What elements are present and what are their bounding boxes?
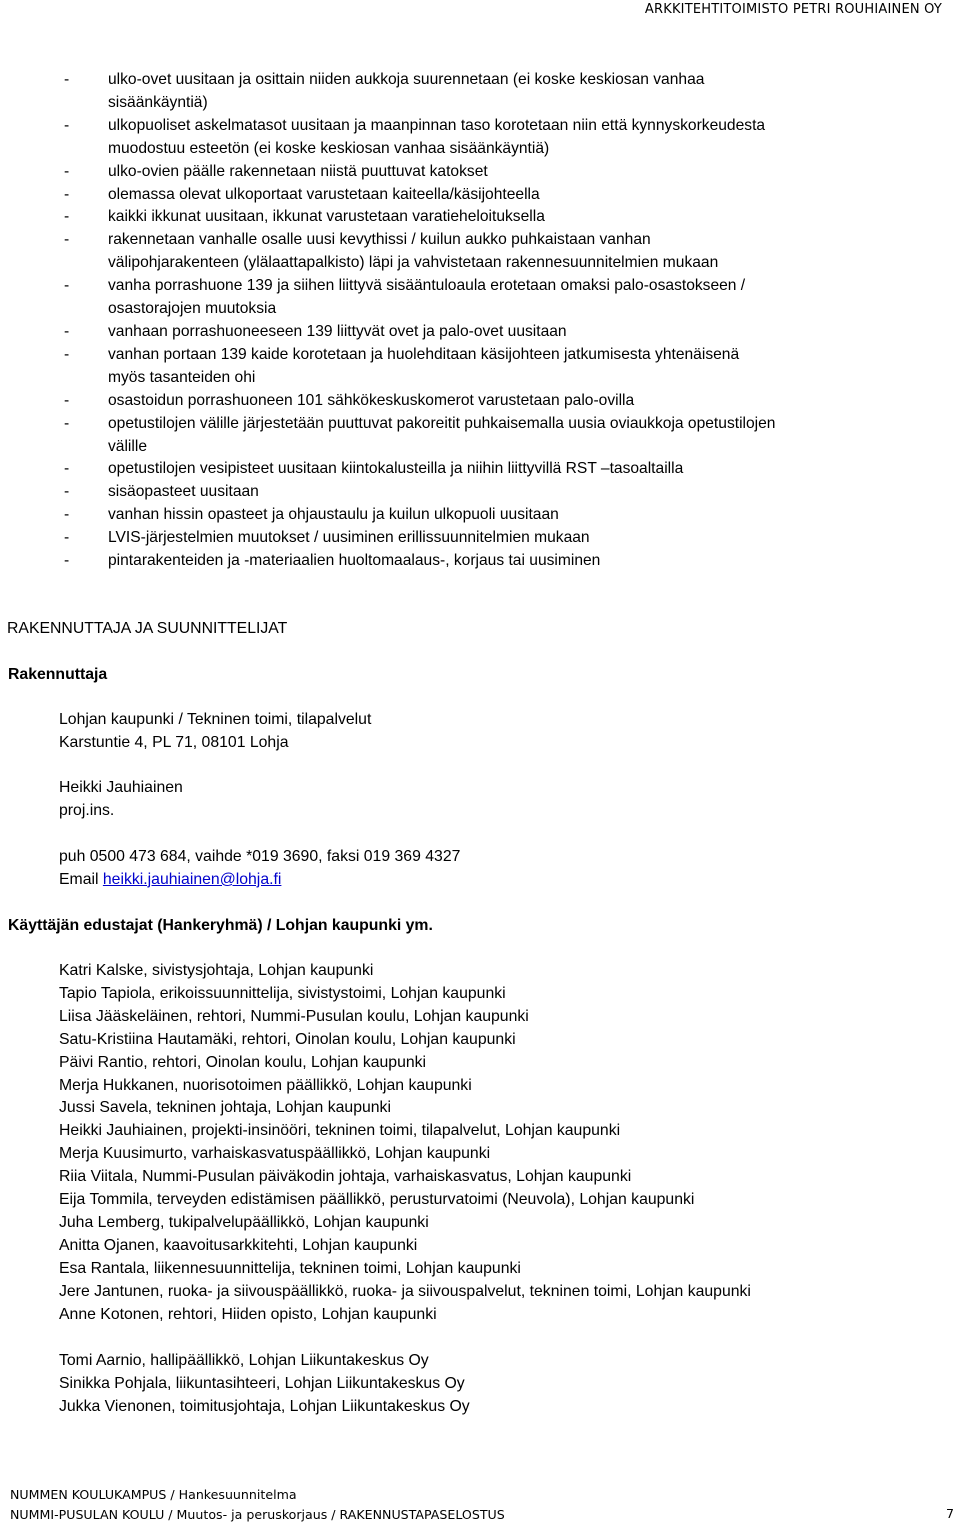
bullet-line: ulko-ovet uusitaan ja osittain niiden aukkoja suurennetaan (ei koske keskiosan vanhaa [108, 71, 705, 88]
member-line: Merja Kuusimurto, varhaiskasvatuspäällikkö, Lohjan kaupunki [59, 1145, 491, 1163]
org-name: Lohjan kaupunki / Tekninen toimi, tilapalvelut [59, 711, 372, 728]
member-line: Anitta Ojanen, kaavoitusarkkitehti, Lohjan kaupunki [59, 1236, 418, 1254]
bullet-line: välille [108, 437, 147, 455]
email-label: Email [59, 870, 99, 888]
contact-title: proj.ins. [59, 801, 115, 819]
member-line: Tapio Tapiola, erikoissuunnittelija, sivistystoimi, Lohjan kaupunki [59, 984, 506, 1002]
users-group-2 [59, 1350, 470, 1419]
bullet-dash: - [64, 322, 70, 340]
bullet-dash: - [64, 529, 70, 547]
bullet-item [64, 275, 960, 321]
bullet-line: LVIS-järjestelmien muutokset / uusiminen erillissuunnitelmien mukaan [108, 529, 590, 547]
rakennuttaja-heading: Rakennuttaja [8, 666, 108, 683]
bullet-line: sisäopasteet uusitaan [108, 483, 259, 501]
bullet-item [64, 413, 960, 459]
bullet-dash: - [64, 231, 70, 249]
member-line: Sinikka Pohjala, liikuntasihteeri, Lohjan Liikuntakeskus Oy [59, 1374, 465, 1392]
bullet-item [64, 344, 960, 390]
bullet-item [64, 229, 960, 275]
contact-details [59, 846, 460, 892]
bullet-line: muodostuu esteetön (ei koske keskiosan vanhaa sisäänkäyntiä) [108, 139, 550, 157]
member-line: Heikki Jauhiainen, projekti-insinööri, tekninen toimi, tilapalvelut, Lohjan kaupunki [59, 1122, 621, 1140]
bullet-line: olemassa olevat ulkoportaat varustetaan kaiteella/käsijohteella [108, 185, 540, 203]
bullet-line: välipohjarakenteen (ylälaattapalkisto) läpi ja vahvistetaan rakennesuunnitelmien mukaan [108, 254, 719, 272]
bullet-item [64, 161, 960, 184]
renovation-bullet-list [64, 69, 960, 573]
bullet-item [64, 184, 960, 207]
member-line: Päivi Rantio, rehtori, Oinolan koulu, Lohjan kaupunki [59, 1053, 427, 1071]
member-line: Eija Tommila, terveyden edistämisen päällikkö, perusturvatoimi (Neuvola), Lohjan kaupunki [59, 1191, 695, 1209]
bullet-dash: - [64, 116, 70, 134]
bullet-line: ulko-ovien päälle rakennetaan niistä puuttuvat katokset [108, 162, 488, 180]
bullet-item [64, 458, 960, 481]
member-line: Anne Kotonen, rehtori, Hiiden opisto, Lohjan kaupunki [59, 1305, 437, 1323]
bullet-line: vanhan hissin opasteet ja ohjaustaulu ja kuilun ulkopuoli uusitaan [108, 506, 559, 524]
bullet-line: vanha porrashuone 139 ja siihen liittyvä sisääntuloaula erotetaan omaksi palo-osastokseen / [108, 277, 746, 295]
bullet-line: pintarakenteiden ja -materiaalien huoltomaalaus-, korjaus tai uusiminen [108, 552, 601, 570]
section-title: RAKENNUTTAJA JA SUUNNITTELIJAT [7, 620, 288, 637]
rakennuttaja-org [59, 709, 371, 755]
bullet-item [64, 321, 960, 344]
bullet-line: sisäänkäyntiä) [108, 93, 208, 111]
bullet-dash: - [64, 483, 70, 501]
member-line: Juha Lemberg, tukipalvelupäällikkö, Lohjan kaupunki [59, 1213, 429, 1231]
page-header-company: ARKKITEHTITOIMISTO PETRI ROUHIAINEN OY [644, 2, 942, 17]
bullet-line: opetustilojen välille järjestetään puuttuvat pakoreitit puhkaisemalla uusia oviaukkoja opetustilojen [108, 414, 776, 432]
bullet-line: ulkopuoliset askelmatasot uusitaan ja maanpinnan taso korotetaan niin että kynnyskorkeudesta [108, 116, 766, 134]
bullet-dash: - [64, 162, 70, 180]
bullet-dash: - [64, 71, 70, 88]
member-line: Tomi Aarnio, hallipäällikkö, Lohjan Liikuntakeskus Oy [59, 1352, 429, 1369]
bullet-line: vanhaan porrashuoneeseen 139 liittyvät ovet ja palo-ovet uusitaan [108, 322, 567, 340]
bullet-dash: - [64, 460, 70, 478]
org-address: Karstuntie 4, PL 71, 08101 Lohja [59, 733, 289, 751]
bullet-line: vanhan portaan 139 kaide korotetaan ja huolehditaan käsijohteen jatkumisesta yhtenäisenä [108, 345, 740, 363]
users-group-1 [59, 960, 751, 1327]
bullet-dash: - [64, 506, 70, 524]
member-line: Jere Jantunen, ruoka- ja siivouspäällikkö, ruoka- ja siivouspalvelut, tekninen toimi, Lohjan kaupunki [59, 1282, 751, 1300]
bullet-item [64, 390, 960, 413]
footer-project: NUMMEN KOULUKAMPUS / Hankesuunnitelma [10, 1487, 297, 1502]
bullet-line: osastorajojen muutoksia [108, 300, 277, 318]
bullet-dash: - [64, 552, 70, 570]
footer-document: NUMMI-PUSULAN KOULU / Muutos- ja peruskorjaus / RAKENNUSTAPASELOSTUS [10, 1507, 505, 1522]
bullet-item [64, 481, 960, 504]
member-line: Merja Hukkanen, nuorisotoimen päällikkö, Lohjan kaupunki [59, 1076, 472, 1094]
bullet-item [64, 115, 960, 161]
bullet-item [64, 69, 960, 115]
bullet-item [64, 504, 960, 527]
users-heading: Käyttäjän edustajat (Hankeryhmä) / Lohjan kaupunki ym. [8, 917, 433, 934]
bullet-line: osastoidun porrashuoneen 101 sähkökeskuskomerot varustetaan palo-ovilla [108, 391, 635, 409]
contact-email-row [59, 869, 460, 892]
page-number: 7 [945, 1506, 954, 1521]
bullet-dash: - [64, 208, 70, 226]
contact-person [59, 777, 183, 823]
member-line: Jussi Savela, tekninen johtaja, Lohjan kaupunki [59, 1099, 391, 1117]
bullet-line: myös tasanteiden ohi [108, 368, 256, 386]
bullet-dash: - [64, 414, 70, 432]
bullet-dash: - [64, 345, 70, 363]
bullet-dash: - [64, 185, 70, 203]
contact-name: Heikki Jauhiainen [59, 779, 183, 796]
bullet-line: kaikki ikkunat uusitaan, ikkunat varustetaan varatieheloituksella [108, 208, 545, 226]
bullet-item [64, 550, 960, 573]
bullet-line: rakennetaan vanhalle osalle uusi kevythissi / kuilun aukko puhkaistaan vanhan [108, 231, 651, 249]
member-line: Liisa Jääskeläinen, rehtori, Nummi-Pusulan koulu, Lohjan kaupunki [59, 1007, 529, 1025]
member-line: Satu-Kristiina Hautamäki, rehtori, Oinolan koulu, Lohjan kaupunki [59, 1030, 516, 1048]
member-line: Katri Kalske, sivistysjohtaja, Lohjan kaupunki [59, 962, 374, 979]
bullet-dash: - [64, 391, 70, 409]
member-line: Jukka Vienonen, toimitusjohtaja, Lohjan Liikuntakeskus Oy [59, 1397, 470, 1415]
contact-phone: puh 0500 473 684, vaihde *019 3690, faksi 019 369 4327 [59, 848, 461, 865]
bullet-line: opetustilojen vesipisteet uusitaan kiintokalusteilla ja niihin liittyvillä RST –tasoaltailla [108, 460, 684, 478]
email-link[interactable]: heikki.jauhiainen@lohja.fi [102, 870, 282, 888]
bullet-item [64, 527, 960, 550]
member-line: Esa Rantala, liikennesuunnittelija, tekninen toimi, Lohjan kaupunki [59, 1259, 521, 1277]
bullet-dash: - [64, 277, 70, 295]
member-line: Riia Viitala, Nummi-Pusulan päiväkodin johtaja, varhaiskasvatus, Lohjan kaupunki [59, 1168, 632, 1186]
bullet-item [64, 206, 960, 229]
